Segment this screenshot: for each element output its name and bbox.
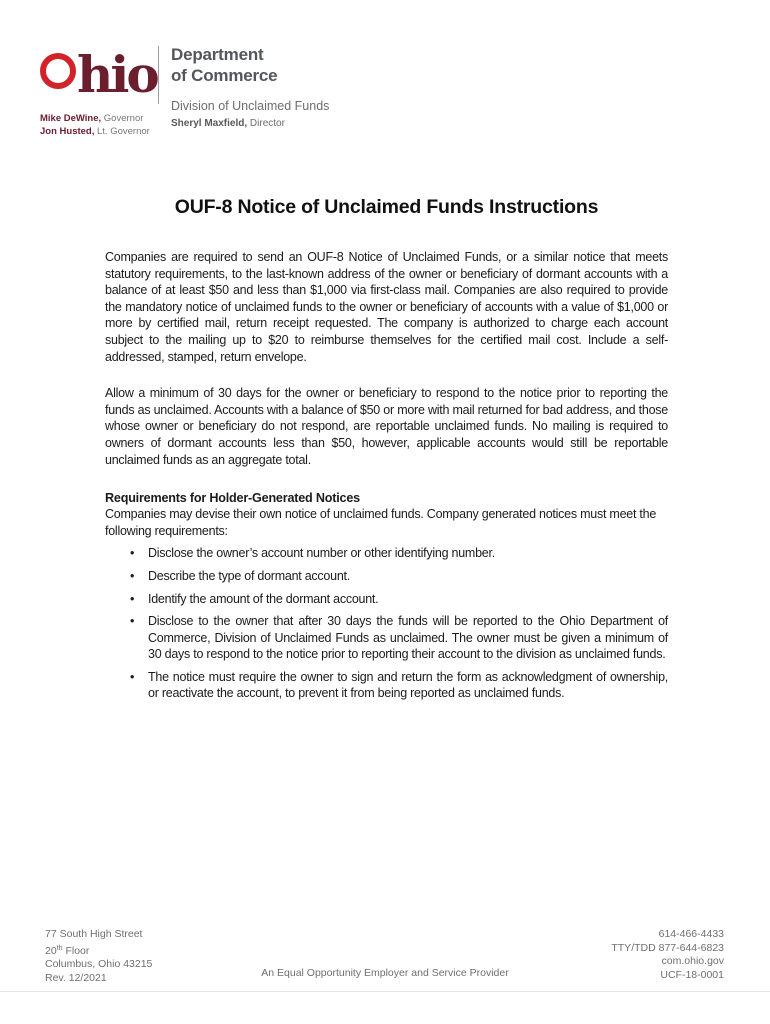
ohio-logo — [40, 44, 157, 104]
footer-phone: 614-466-4433 — [658, 928, 724, 940]
footer-floor: 20th Floor — [45, 944, 90, 957]
letterhead — [40, 44, 329, 138]
section-heading-holder-notices: Requirements for Holder-Generated Notices — [105, 491, 360, 506]
lt-governor-line: Jon Husted, Lt. Governor — [40, 125, 150, 137]
footer-divider-line — [0, 991, 770, 992]
director-line: Sheryl Maxfield, Director — [171, 118, 285, 129]
footer-tty: TTY/TDD 877-644-6823 — [611, 941, 724, 954]
requirements-list — [105, 545, 668, 702]
document-body — [105, 196, 668, 708]
letterhead-right — [171, 44, 329, 129]
list-item: • Disclose the owner’s account number or other identifying number. — [105, 545, 668, 562]
section-intro: Companies may devise their own notice of unclaimed funds. Company generated notices must meet the following requirements: — [105, 507, 657, 538]
footer-street: 77 South High Street — [45, 928, 143, 940]
letterhead-divider — [158, 46, 159, 104]
list-item: • Disclose to the owner that after 30 days the funds will be reported to the Ohio Department of Commerce, Division of Unclaimed Funds as unclaimed. The owner must be given a minimum of 30 days to respond to the notice prior to reporting their account to the division as unclaimed funds. — [105, 613, 668, 663]
division-name: Division of Unclaimed Funds — [171, 99, 330, 113]
footer-equal-opportunity-note: An Equal Opportunity Employer and Service Provider — [261, 967, 509, 979]
page-title: OUF-8 Notice of Unclaimed Funds Instructions — [174, 196, 599, 218]
governor-lines — [40, 113, 152, 138]
paragraph-mailing-requirements: Companies are required to send an OUF-8 Notice of Unclaimed Funds, or a similar notice that meets statutory requirements, to the last-known address of the owner or beneficiary of dormant accounts with a balance of at least $50 and less than $1,000 via first-class mail. Companies are also required to provide the mandatory notice of unclaimed funds to the owner or beneficiary of accounts with a value of $1,000 or more by certified mail, return receipt requested. The company is authorized to charge each account subject to the mailing up to $20 to reimburse themselves for the certified mail cost. Include a self- addressed, stamped, return envelope. — [105, 250, 668, 364]
list-item: • The notice must require the owner to sign and return the form as acknowledgment of ownership, or reactivate the account, to prevent it from being reported as unclaimed funds. — [105, 669, 668, 702]
footer-form-code: UCF-18-0001 — [660, 968, 724, 981]
footer-city: Columbus, Ohio 43215 — [45, 958, 153, 970]
letterhead-left — [40, 44, 157, 138]
ohio-logo-ring-icon — [40, 53, 76, 89]
paragraph-response-period: Allow a minimum of 30 days for the owner or beneficiary to respond to the notice prior to reporting the funds as unclaimed. Accounts with a balance of $50 or more with mail returned for bad address, and those whose owner or beneficiary do not respond, are reportable unclaimed funds. No mailing is required to owners of dormant accounts less than $50, however, applicable accounts would still be reportable unclaimed funds as an aggregate total. — [105, 386, 668, 467]
governor-line: Mike DeWine, Governor — [40, 113, 144, 124]
list-item: • Identify the amount of the dormant account. — [105, 591, 668, 608]
footer-revision: Rev. 12/2021 — [45, 971, 107, 984]
footer-website: com.ohio.gov — [661, 955, 724, 967]
ohio-logo-text: hio — [77, 45, 157, 104]
list-item: • Describe the type of dormant account. — [105, 568, 668, 585]
department-name: Department of Commerce — [171, 45, 278, 85]
